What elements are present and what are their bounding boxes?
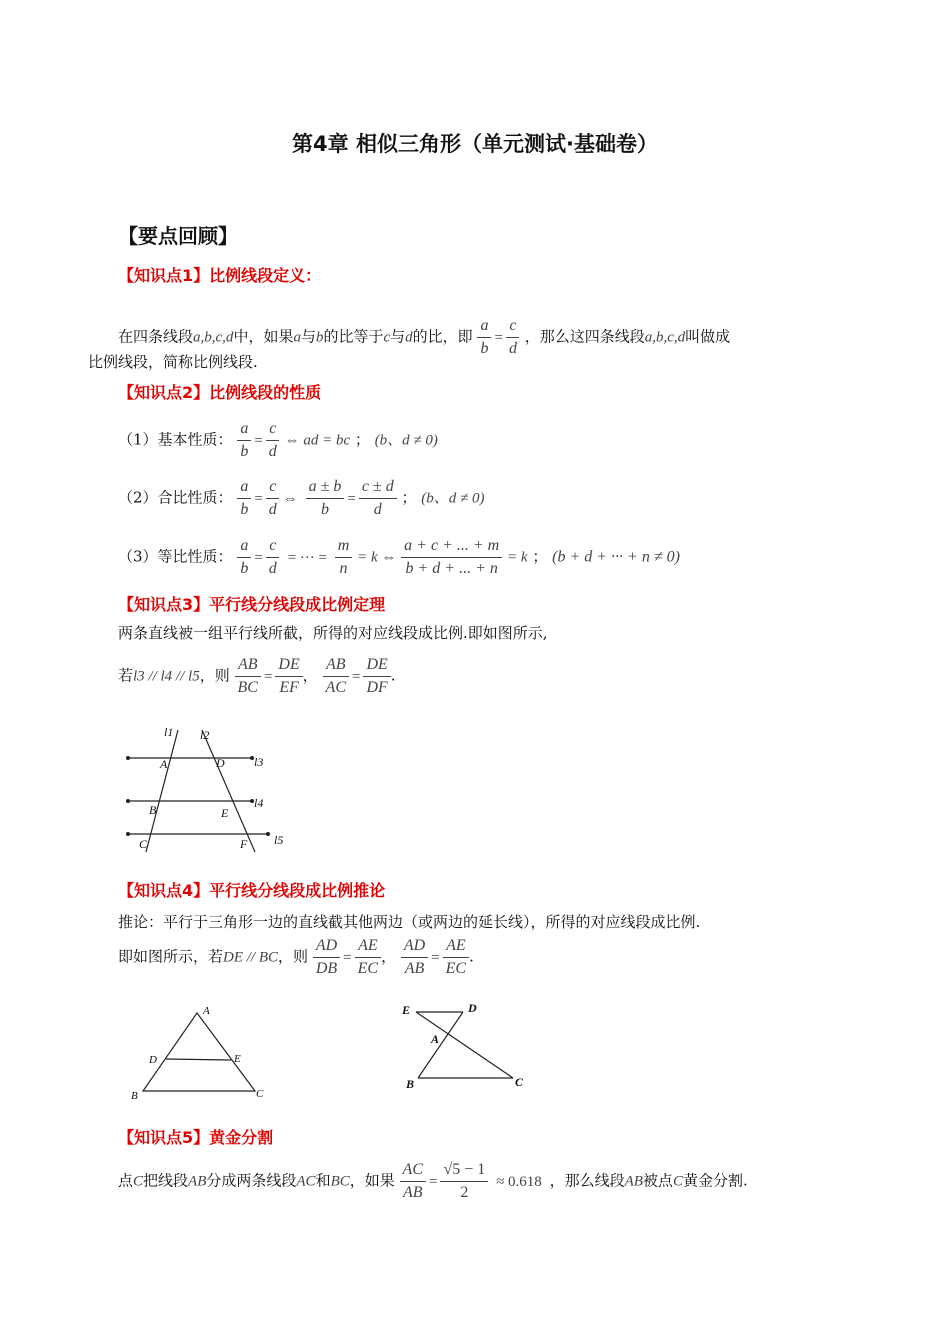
fraction: $\frac{a + c + ... + m}{b + d + ... + n}$ [401, 537, 502, 578]
point-E: E [221, 806, 229, 820]
var-BC: BC [330, 1173, 350, 1190]
kp4-formula: 即如图所示，若DE // BC，则 $\frac{AD}{DB}$ = $\frac{AE}{EC}$ ， $\frac{AD}{AB}$ = $\frac{AE}{EC}$ . [118, 937, 474, 977]
point-C: C [139, 837, 148, 851]
kp2-heading: 【知识点2】比例线段的性质 [118, 383, 322, 402]
kp1-text: 的比等于 [323, 327, 384, 346]
fraction: $\frac{c}{d}$ [266, 478, 280, 519]
parallel-condition: DE // BC [223, 949, 279, 966]
kp1-line2: 比例线段，简称比例线段. [88, 353, 258, 371]
point-C: C [256, 1088, 264, 1100]
text: 点 [118, 1171, 134, 1190]
var-AB: AB [188, 1173, 207, 1190]
point-E: E [234, 1053, 241, 1065]
kp2-property-2: （2）合比性质： $\frac{a}{b}$ = $\frac{c}{d}$ ⇔ $\frac{a \pm b}{b}$ = $\frac{c \pm d}{d}$ ； (b、d ≠ 0) [118, 478, 485, 518]
property-condition: (b、d ≠ 0) [421, 490, 485, 507]
point-B: B [149, 803, 157, 817]
point-E: E [402, 1003, 411, 1017]
separator: . [390, 666, 396, 685]
var-AB: AB [624, 1173, 643, 1190]
fraction: $\frac{AD}{AB}$ [401, 937, 428, 978]
text: ，则 [278, 947, 309, 966]
kp1-text: ，那么这四条线段 [524, 327, 645, 346]
text: 分成两条线段 [206, 1171, 297, 1190]
fraction: $\frac{√5 - 1}{2}$ [440, 1161, 488, 1202]
fraction: $\frac{AB}{BC}$ [235, 656, 261, 697]
operator: = ··· = [287, 549, 327, 566]
operator: = k ⇔ [357, 549, 397, 566]
text: 和 [315, 1171, 331, 1190]
kp1-var-d: d [405, 329, 413, 346]
fraction: $\frac{DE}{DF}$ [363, 656, 390, 697]
separator: . [469, 947, 474, 966]
point-A: A [203, 1005, 210, 1017]
property-label: （1）基本性质： [118, 430, 233, 449]
kp1-heading: 【知识点1】比例线段定义： [118, 266, 322, 285]
kp2-property-1: （1）基本性质： $\frac{a}{b}$ = $\frac{c}{d}$ ⇔ ad = bc ； (b、d ≠ 0) [118, 420, 438, 460]
label-l2: l2 [200, 728, 210, 742]
kp5-sentence: 点C把线段AB分成两条线段AC和BC，如果 $\frac{AC}{AB}$ = $\frac{√5 - 1}{2}$ ≈ 0.618 ，那么线段AB被点C黄金分割. [118, 1161, 748, 1201]
fraction: $\frac{m}{n}$ [335, 537, 353, 578]
text: ，那么线段 [549, 1171, 625, 1190]
point-D: D [468, 1001, 477, 1015]
fraction: $\frac{AD}{DB}$ [313, 937, 340, 978]
kp2-property-3: （3）等比性质： $\frac{a}{b}$ = $\frac{c}{d}$ = ··· = $\frac{m}{n}$ = k ⇔ $\frac{a + c + ... + m}{b + d + ... + n}$ = k ； (b + d + ··· + n ≠ 0) [118, 537, 680, 577]
separator: ； [354, 430, 370, 449]
label-l1: l1 [164, 725, 174, 739]
point-B: B [406, 1077, 415, 1091]
fraction: $\frac{a \pm b}{b}$ [306, 478, 345, 519]
kp3-description: 两条直线被一组平行线所截，所得的对应线段成比例.即如图所示, [118, 624, 548, 642]
fraction: $\frac{AE}{EC}$ [443, 937, 469, 978]
label-l4: l4 [254, 796, 264, 810]
var-C: C [672, 1173, 683, 1190]
kp1-text: 与 [390, 327, 406, 346]
text: 黄金分割. [682, 1171, 748, 1190]
kp1-text: 的比，即 [412, 327, 473, 346]
kp4-heading: 【知识点4】平行线分线段成比例推论 [118, 881, 386, 900]
separator: ， [302, 666, 318, 685]
parallel-lines-figure [118, 722, 298, 858]
fraction: $\frac{c}{d}$ [266, 420, 280, 461]
text: 被点 [642, 1171, 673, 1190]
text: 若 [118, 666, 134, 685]
point-F: F [240, 837, 248, 851]
triangle-figure-2 [398, 998, 538, 1094]
kp3-formula: 若l3 // l4 // l5，则 $\frac{AB}{BC}$ = $\frac{DE}{EF}$ ， $\frac{AB}{AC}$ = $\frac{DE}{DF}$ . [118, 656, 396, 696]
point-A: A [431, 1032, 440, 1046]
property-label: （3）等比性质： [118, 547, 233, 566]
kp1-text: 叫做成 [685, 327, 731, 346]
kp1-vars: a,b,c,d [644, 329, 686, 346]
label-l3: l3 [254, 755, 264, 769]
var-AC: AC [296, 1173, 316, 1190]
label-l5: l5 [274, 833, 284, 847]
property-condition: (b、d ≠ 0) [374, 432, 438, 449]
property-label: （2）合比性质： [118, 488, 233, 507]
property-condition: (b + d + ··· + n ≠ 0) [552, 548, 680, 566]
text: ，则 [199, 666, 230, 685]
point-D: D [216, 756, 225, 770]
point-C: C [515, 1075, 524, 1089]
fraction: $\frac{c}{d}$ [506, 317, 520, 358]
fraction: $\frac{a}{b}$ [477, 317, 491, 358]
fraction: $\frac{c \pm d}{d}$ [359, 478, 397, 519]
text: ，如果 [349, 1171, 395, 1190]
operator: = k [507, 549, 528, 566]
text: 把线段 [143, 1171, 189, 1190]
fraction: $\frac{AE}{EC}$ [355, 937, 381, 978]
property-rhs: ⇔ ad = bc [284, 432, 351, 449]
kp1-var-c: c [383, 329, 391, 346]
kp4-description: 推论：平行于三角形一边的直线截其他两边（或两边的延长线），所得的对应线段成比例. [118, 913, 701, 931]
kp1-var-a: a [293, 329, 301, 346]
kp3-heading: 【知识点3】平行线分线段成比例定理 [118, 595, 386, 614]
separator: ； [532, 547, 548, 566]
fraction: $\frac{a}{b}$ [237, 537, 251, 578]
fraction: $\frac{c}{d}$ [266, 537, 280, 578]
point-A: A [160, 757, 168, 771]
fraction: $\frac{AC}{AB}$ [400, 1161, 426, 1202]
kp1-text: 中，如果 [233, 327, 294, 346]
kp1-sentence: 在四条线段a,b,c,d中，如果a与b的比等于c与d的比，即 $\frac{a}{b}$ = $\frac{c}{d}$ ，那么这四条线段a,b,c,d叫做成 [118, 317, 731, 357]
section-heading: 【要点回顾】 [118, 224, 238, 248]
kp1-text: 与 [300, 327, 316, 346]
separator: ； [401, 488, 417, 507]
point-D: D [149, 1054, 157, 1066]
kp1-text: 在四条线段 [118, 327, 194, 346]
kp5-heading: 【知识点5】黄金分割 [118, 1128, 274, 1147]
fraction: $\frac{AB}{AC}$ [323, 656, 349, 697]
kp1-vars: a,b,c,d [193, 329, 234, 346]
point-B: B [131, 1090, 138, 1102]
separator: ， [381, 947, 397, 966]
approx-value: ≈ 0.618 [496, 1173, 542, 1190]
fraction: $\frac{DE}{EF}$ [275, 656, 302, 697]
page-title: 第4章 相似三角形（单元测试·基础卷） [292, 132, 658, 156]
kp1-var-b: b [315, 329, 324, 346]
parallel-condition: l3 // l4 // l5 [133, 668, 200, 685]
fraction: $\frac{a}{b}$ [237, 420, 251, 461]
fraction: $\frac{a}{b}$ [237, 478, 251, 519]
var-C: C [133, 1173, 144, 1190]
triangle-figure-1 [125, 1003, 265, 1103]
text: 即如图所示，若 [118, 947, 224, 966]
